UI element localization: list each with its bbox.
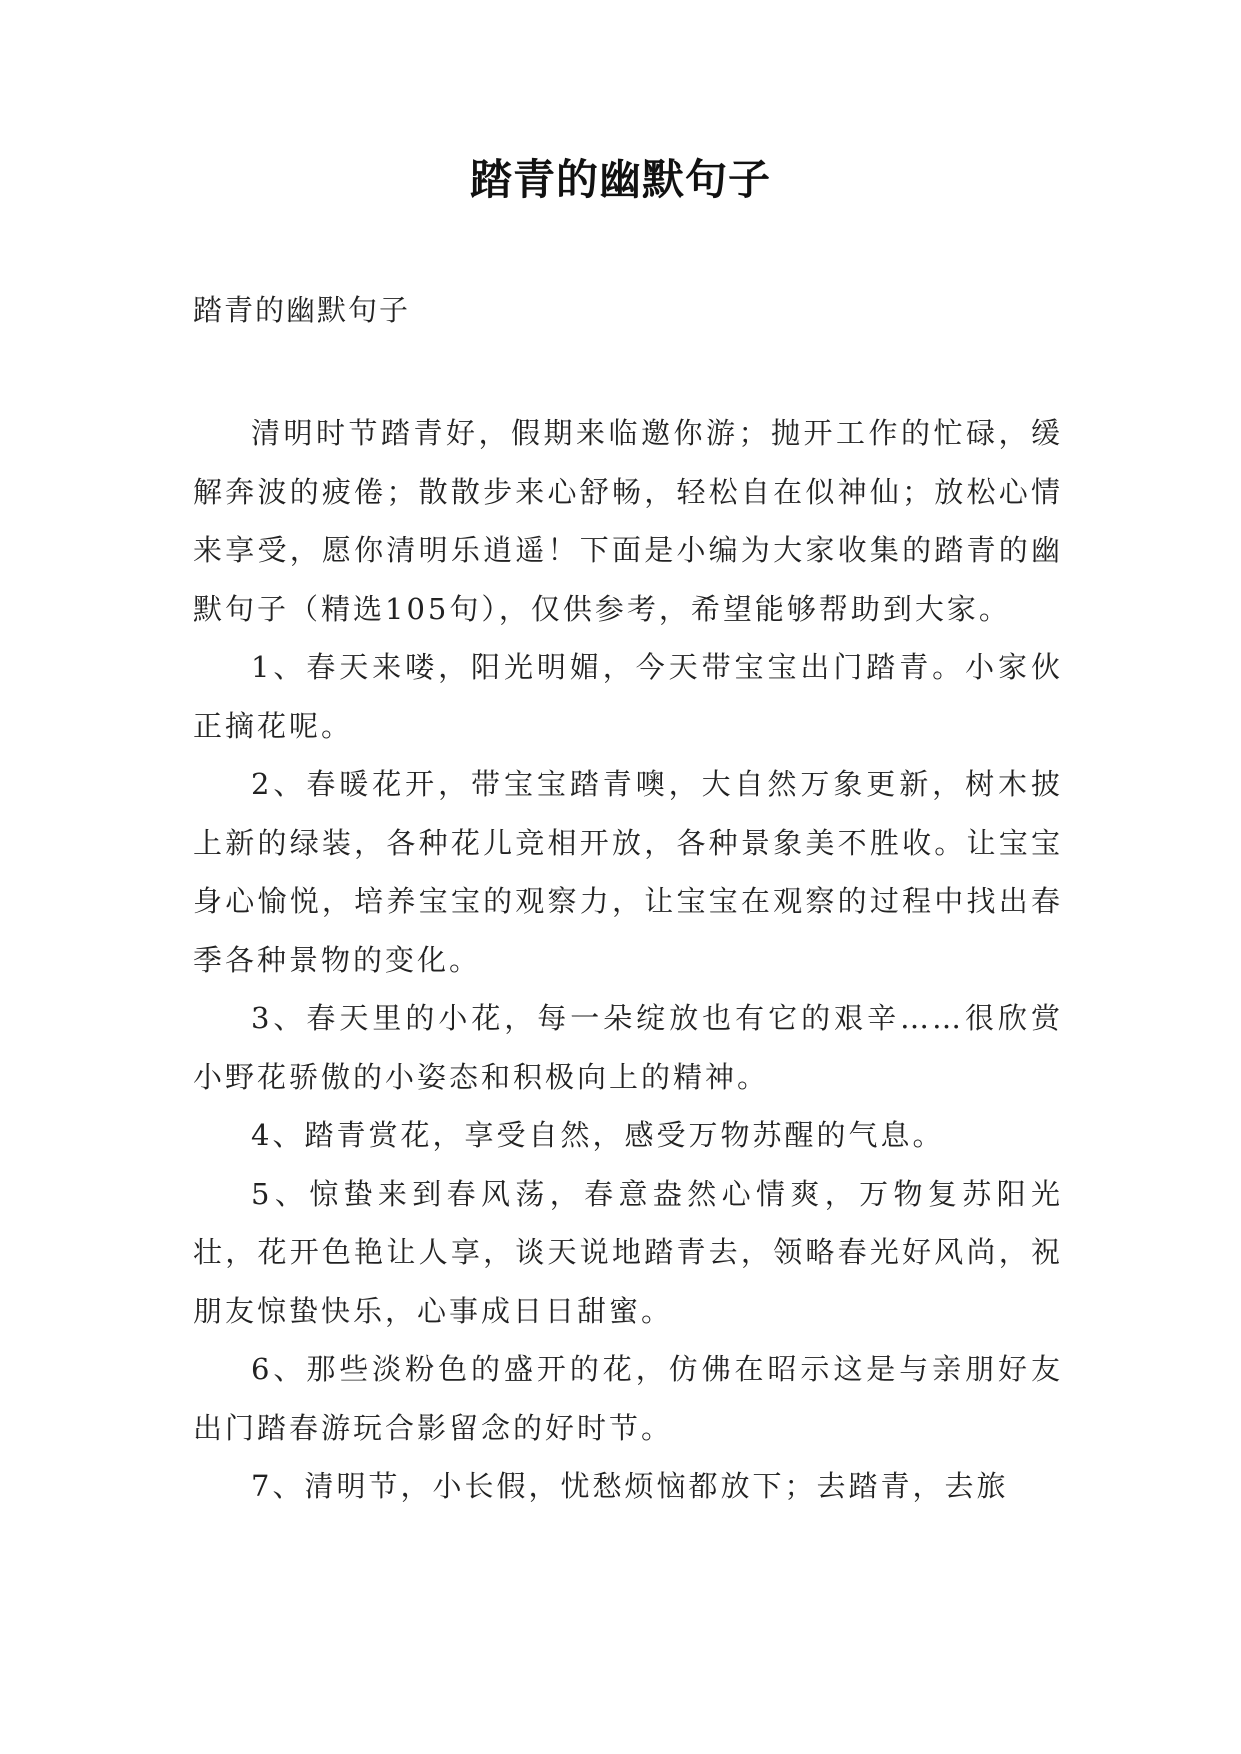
document-title: 踏青的幽默句子 [469,155,771,204]
intro-paragraph: 清明时节踏青好，假期来临邀你游；抛开工作的忙碌，缓解奔波的疲倦；散散步来心舒畅，轻松自在似神仙；放松心情来享受，愿你清明乐逍遥！下面是小编为大家收集的踏青的幽默句子（精选105句），仅供参考，希望能够帮助到大家。 [193,416,1063,626]
list-item-6: 6、那些淡粉色的盛开的花，仿佛在昭示这是与亲朋好友出门踏春游玩合影留念的好时节。 [193,1352,1063,1445]
document-subtitle: 踏青的幽默句子 [193,293,411,327]
list-item-5: 5、惊蛰来到春风荡，春意盎然心情爽，万物复苏阳光壮，花开色艳让人享，谈天说地踏青去，领略春光好风尚，祝朋友惊蛰快乐，心事成日日甜蜜。 [193,1176,1063,1328]
list-item-1: 1、春天来喽，阳光明媚，今天带宝宝出门踏青。小家伙正摘花呢。 [193,650,1063,743]
list-item-2: 2、春暖花开，带宝宝踏青噢，大自然万象更新，树木披上新的绿装，各种花儿竞相开放，各种景象美不胜收。让宝宝身心愉悦，培养宝宝的观察力，让宝宝在观察的过程中找出春季各种景物的变化。 [193,767,1063,977]
list-item-7: 7、清明节，小长假，忧愁烦恼都放下；去踏青，去旅 [251,1469,1009,1503]
document-body [193,404,1063,1516]
list-item-4: 4、踏青赏花，享受自然，感受万物苏醒的气息。 [251,1118,945,1152]
list-item-3: 3、春天里的小花，每一朵绽放也有它的艰辛……很欣赏小野花骄傲的小姿态和积极向上的精神。 [193,1001,1063,1094]
